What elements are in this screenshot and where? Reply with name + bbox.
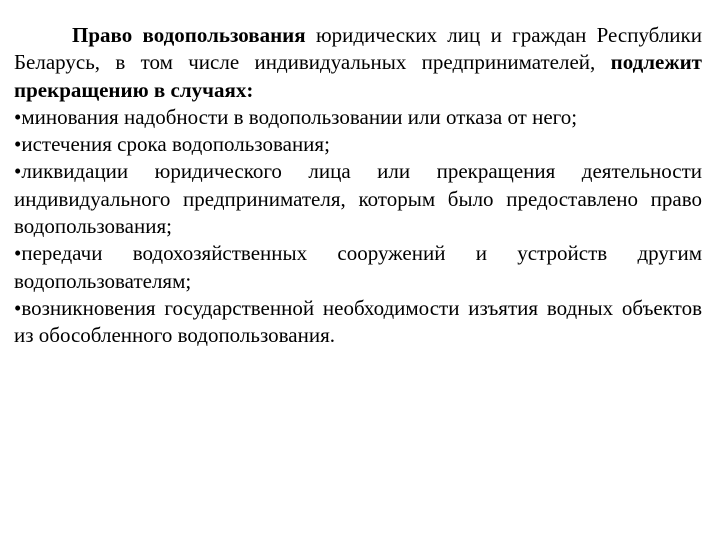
bullet-icon: • [14,241,22,266]
list-item-text: передачи водохозяйственных сооружений и устройств другим водопользователям; [14,241,702,293]
intro-bold-lead: Право водопользования [72,23,306,47]
bullet-icon: • [14,132,22,157]
list-item [14,158,702,240]
list-item [14,104,702,131]
list-item [14,295,702,350]
list-item-text: ликвидации юридического лица или прекращения деятельности индивидуального предпринимателя, которым было предоставлено право водопользования; [14,159,702,239]
text-block [14,22,702,350]
list-item-text: возникновения государственной необходимости изъятия водных объектов из обособленного водопользования. [14,295,702,348]
bullet-icon: • [14,295,22,320]
bullet-icon: • [14,104,22,129]
bullet-icon: • [14,159,22,184]
list-item-text: истечения срока водопользования; [21,132,330,157]
list-item [14,131,702,158]
list-item [14,240,702,295]
intro-regular-text: юридических лиц и граждан Республики Беларусь, в том числе индивидуальных предпринимателей, [14,23,702,75]
intro-bold-tail: подлежит прекращению в случаях: [14,50,702,102]
list-item-text: минования надобности в водопользовании или отказа от него; [21,104,578,129]
intro-paragraph [14,22,702,104]
